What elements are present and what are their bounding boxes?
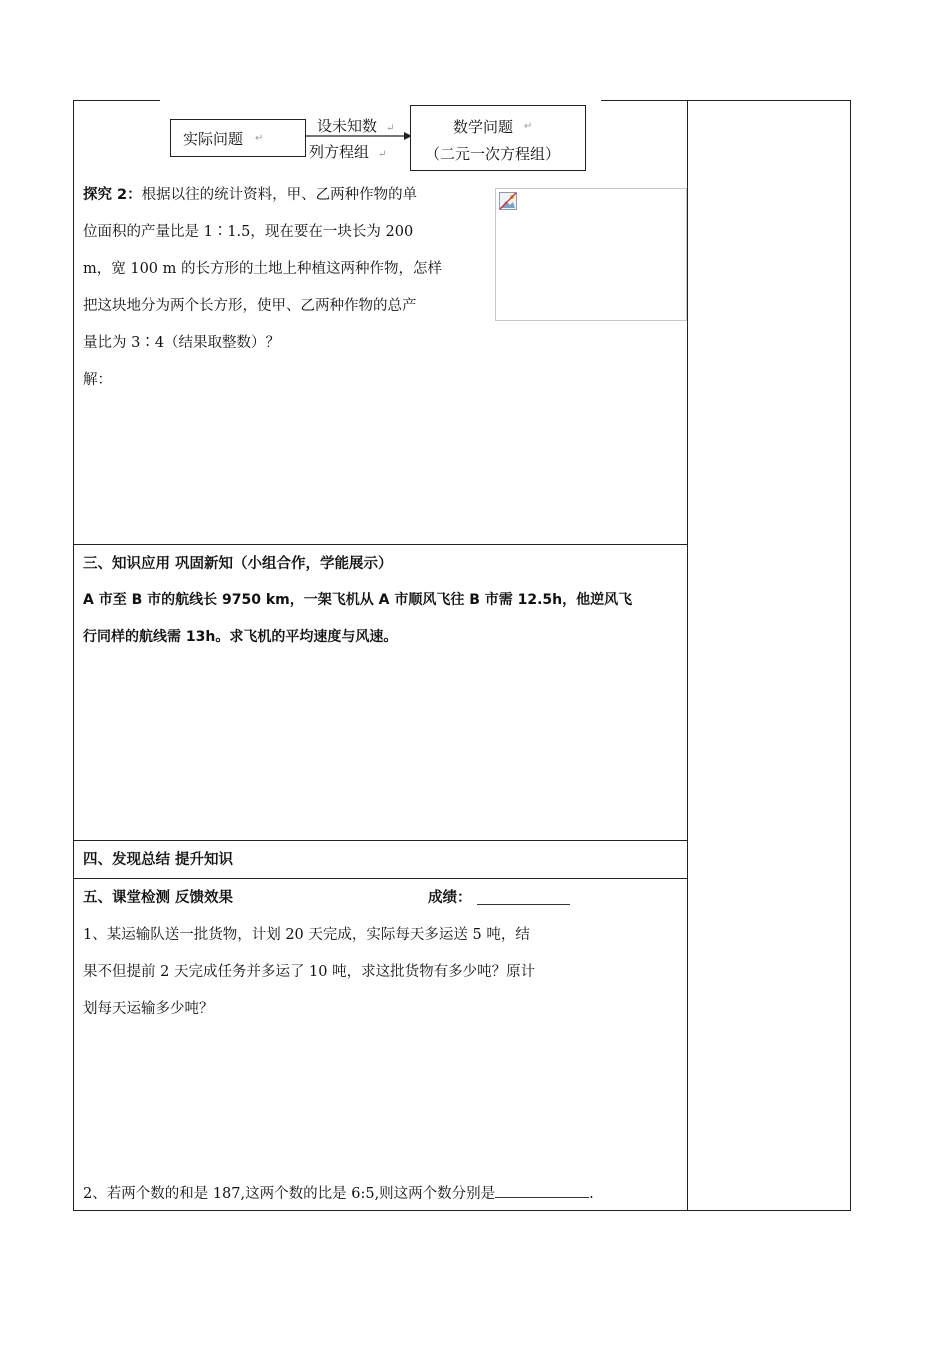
- figure-placeholder: [495, 188, 687, 321]
- flow-box1-label: 实际问题: [183, 130, 244, 148]
- question1-line1: 1、某运输队送一批货物，计划 20 天完成，实际每天多运送 5 吨，结: [83, 927, 530, 943]
- row-divider-section3: [73, 544, 688, 545]
- explore2-label: 探究 2: [83, 187, 128, 203]
- table-top-border-right: [601, 100, 851, 101]
- explore2-line2: 位面积的产量比是 1∶1.5，现在要在一块长为 200: [83, 224, 414, 240]
- question1-line2: 果不但提前 2 天完成任务并多运了 10 吨，求这批货物有多少吨？原计: [83, 964, 536, 980]
- explore2-colon: ：: [127, 187, 142, 203]
- row-divider-section5: [73, 878, 688, 879]
- explore2-line5: 量比为 3∶4（结果取整数）？: [83, 335, 281, 351]
- question2-answer-blank[interactable]: [495, 1183, 589, 1198]
- table-column-divider: [687, 100, 688, 1211]
- table-right-border: [850, 100, 851, 1211]
- flow-box2-line2: （二元一次方程组）: [425, 145, 561, 163]
- question2-text: 2、若两个数的和是 187,这两个数的比是 6:5,则这两个数分别是: [83, 1186, 496, 1202]
- explore2-line4: 把这块地分为两个长方形，使甲、乙两种作物的总产: [83, 298, 417, 314]
- return-mark-icon: ↵: [378, 149, 387, 160]
- section3-problem-line2: 行同样的航线需 13h。求飞机的平均速度与风速。: [83, 629, 398, 645]
- explore2-line1-text: 根据以往的统计资料，甲、乙两种作物的单: [141, 187, 418, 203]
- score-label: 成绩：: [428, 890, 472, 906]
- table-left-border: [73, 100, 74, 1211]
- flow-box2-line1: 数学问题: [453, 118, 514, 136]
- row-divider-section4: [73, 840, 688, 841]
- flow-arrow-bottom-label: 列方程组: [309, 143, 370, 161]
- flow-box-real-problem: [170, 119, 306, 157]
- question1-line3: 划每天运输多少吨？: [83, 1001, 214, 1017]
- explore2-line1: [83, 185, 417, 205]
- explore2-solution-label: 解：: [83, 372, 112, 388]
- flow-arrow-top-label: 设未知数: [317, 117, 378, 135]
- section3-heading: 三、知识应用 巩固新知（小组合作，学能展示）: [83, 556, 393, 572]
- broken-image-icon: [499, 192, 517, 210]
- flow-box-math-problem: [410, 105, 586, 171]
- table-bottom-border: [73, 1210, 851, 1211]
- flow-arrow: [306, 131, 412, 141]
- return-mark-icon: ↵: [386, 123, 395, 134]
- section4-heading: 四、发现总结 提升知识: [83, 852, 234, 868]
- section5-heading: 五、课堂检测 反馈效果: [83, 890, 234, 906]
- return-mark-icon: ↵: [524, 121, 533, 132]
- question2-end: .: [589, 1186, 594, 1202]
- return-mark-icon: ↵: [255, 133, 264, 144]
- table-top-border-left: [73, 100, 160, 101]
- question2: [83, 1183, 594, 1204]
- explore2-line3: m，宽 100 m 的长方形的土地上种植这两种作物，怎样: [83, 261, 443, 277]
- section3-problem-line1: A 市至 B 市的航线长 9750 km，一架飞机从 A 市顺风飞往 B 市需 12.5h，他逆风飞: [83, 592, 633, 608]
- score-blank[interactable]: [477, 904, 570, 905]
